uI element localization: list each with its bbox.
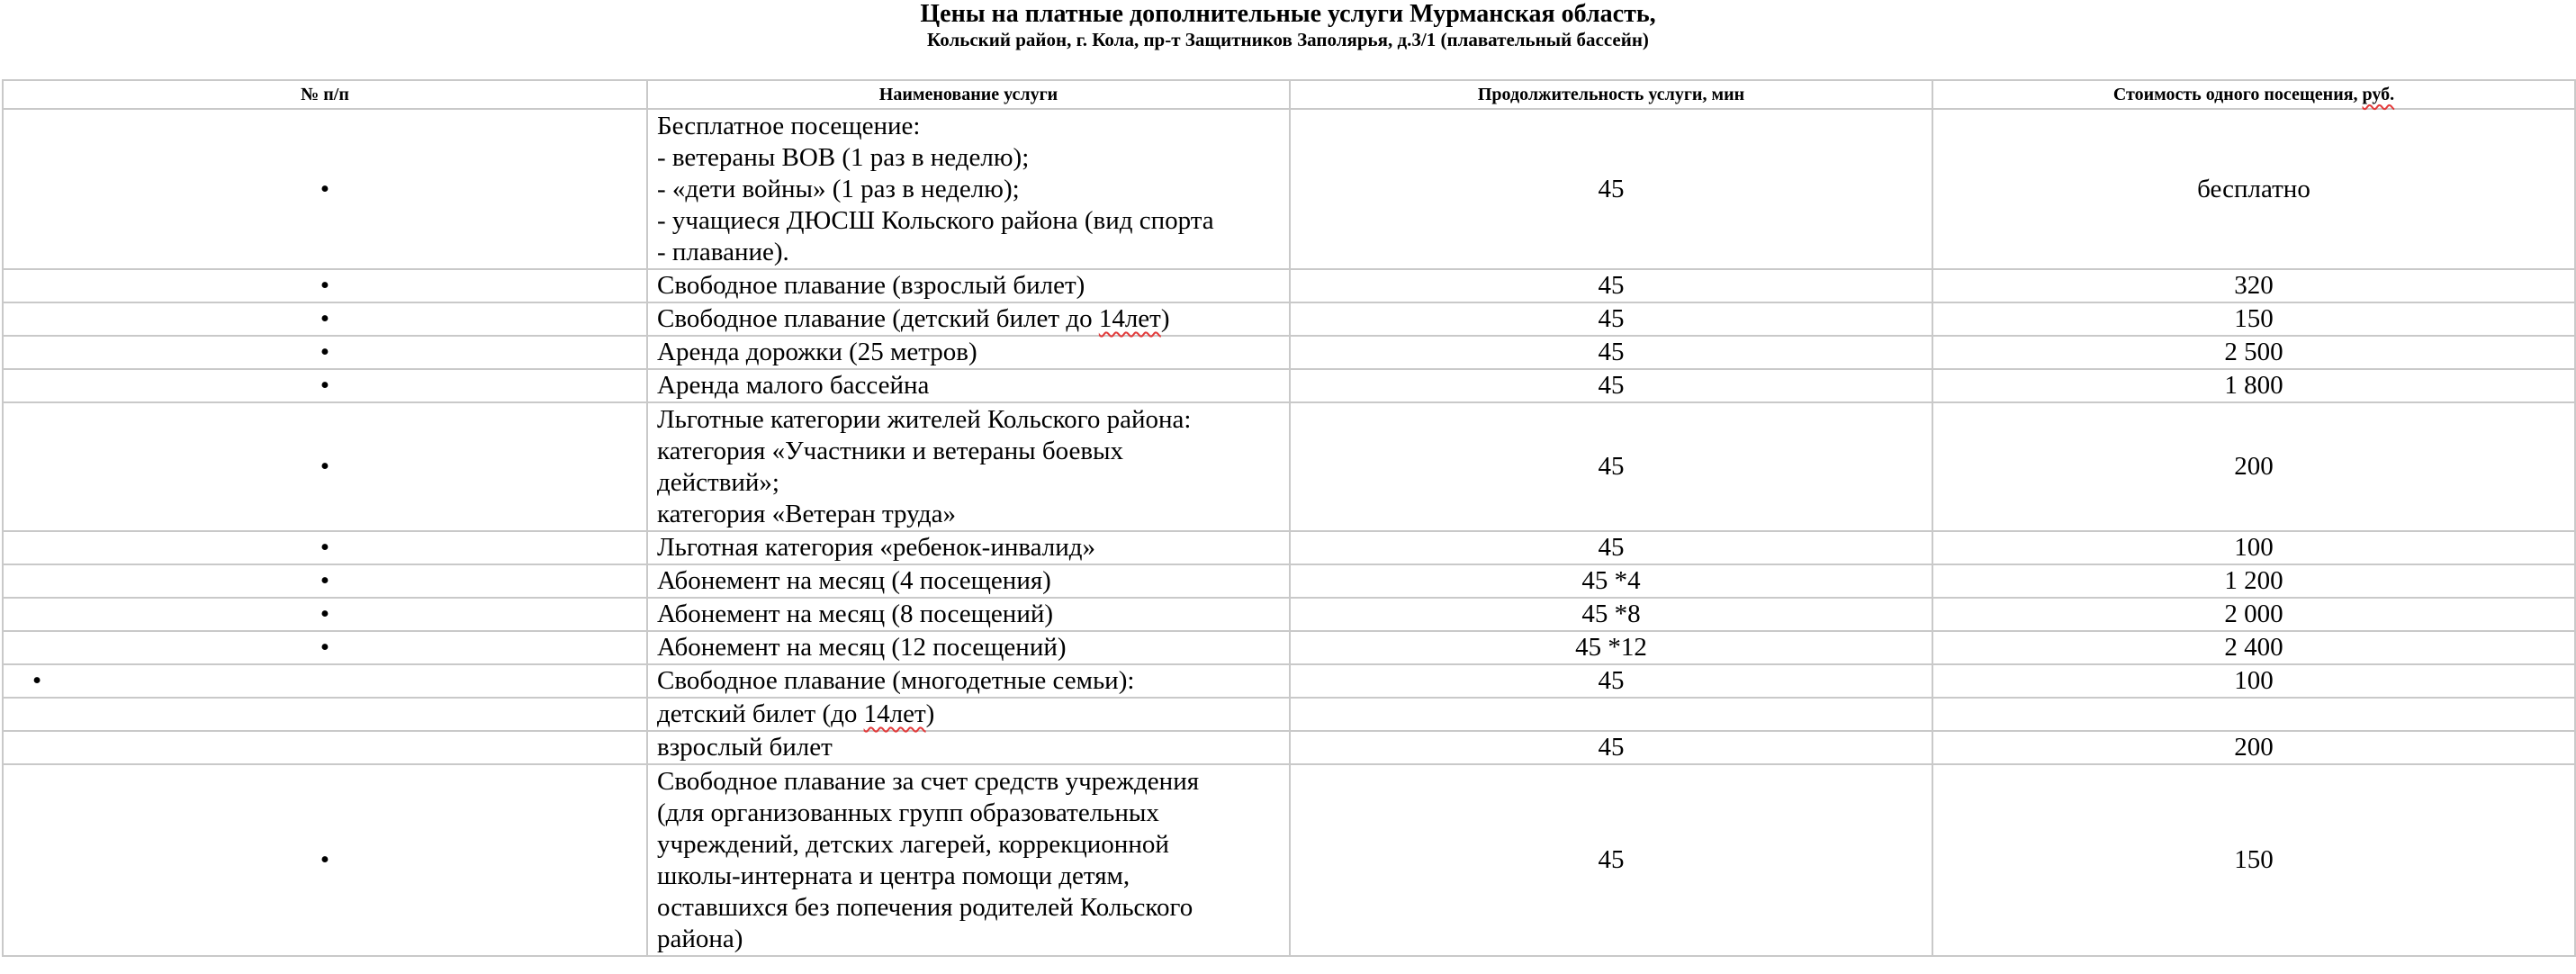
header-name: Наименование услуги bbox=[647, 80, 1290, 109]
row-price: 100 bbox=[1932, 664, 2575, 698]
row-name bbox=[647, 302, 1290, 336]
document-title: Цены на платные дополнительные услуги Мурманская область, bbox=[920, 0, 1656, 28]
row-price: бесплатно bbox=[1932, 109, 2575, 269]
table-row bbox=[3, 336, 2575, 369]
row-name bbox=[647, 764, 1290, 956]
row-name-part: Свободное плавание (детский билет до bbox=[657, 304, 1099, 333]
row-name-line: действий»; bbox=[657, 467, 779, 497]
row-name-part: детский билет (до bbox=[657, 699, 864, 728]
table-row bbox=[3, 664, 2575, 698]
row-duration: 45 bbox=[1290, 109, 1932, 269]
row-name: Свободное плавание (многодетные семьи): bbox=[647, 664, 1290, 698]
table-row bbox=[3, 369, 2575, 402]
row-name bbox=[647, 698, 1290, 731]
table-row bbox=[3, 269, 2575, 302]
row-bullet: • bbox=[3, 369, 647, 402]
table-row bbox=[3, 731, 2575, 764]
row-name-line: - плавание). bbox=[657, 237, 789, 266]
row-name: Свободное плавание (взрослый билет) bbox=[647, 269, 1290, 302]
row-price: 2 000 bbox=[1932, 598, 2575, 631]
row-bullet: • bbox=[3, 269, 647, 302]
row-duration: 45 bbox=[1290, 369, 1932, 402]
table-row bbox=[3, 764, 2575, 956]
row-bullet: • bbox=[3, 564, 647, 598]
row-bullet: • bbox=[3, 109, 647, 269]
row-name-line: - учащиеся ДЮСШ Кольского района (вид спорта bbox=[657, 205, 1214, 235]
row-name-line: категория «Ветеран труда» bbox=[657, 499, 956, 528]
row-name-line: Свободное плавание за счет средств учреждения bbox=[657, 766, 1200, 796]
table-row bbox=[3, 402, 2575, 531]
row-price: 200 bbox=[1932, 402, 2575, 531]
row-name-line: учреждений, детских лагерей, коррекционной bbox=[657, 829, 1169, 859]
header-price bbox=[1932, 80, 2575, 109]
document-subtitle: Кольский район, г. Кола, пр-т Защитников Заполярья, д.3/1 (плавательный бассейн) bbox=[927, 29, 1649, 50]
row-price: 200 bbox=[1932, 731, 2575, 764]
header-duration: Продолжительность услуги, мин bbox=[1290, 80, 1932, 109]
table-row bbox=[3, 531, 2575, 564]
table-row bbox=[3, 598, 2575, 631]
header-price-text: Стоимость одного посещения, bbox=[2112, 84, 2363, 104]
header-num: № п/п bbox=[3, 80, 647, 109]
row-price: 100 bbox=[1932, 531, 2575, 564]
row-bullet-empty bbox=[3, 731, 647, 764]
row-bullet: • bbox=[3, 631, 647, 664]
row-duration: 45 bbox=[1290, 731, 1932, 764]
table-row bbox=[3, 564, 2575, 598]
row-bullet: • bbox=[3, 531, 647, 564]
row-duration: 45 *4 bbox=[1290, 564, 1932, 598]
row-name-part: 14лет bbox=[1098, 304, 1161, 333]
row-name-line: Льготные категории жителей Кольского района: bbox=[657, 404, 1192, 434]
header-price-unit: руб. bbox=[2362, 84, 2395, 104]
row-name-line: Бесплатное посещение: bbox=[657, 111, 921, 140]
row-name: Льготная категория «ребенок-инвалид» bbox=[647, 531, 1290, 564]
row-name: Абонемент на месяц (8 посещений) bbox=[647, 598, 1290, 631]
row-name-line: категория «Участники и ветераны боевых bbox=[657, 436, 1124, 465]
row-price: 1 200 bbox=[1932, 564, 2575, 598]
row-duration: 45 bbox=[1290, 336, 1932, 369]
row-name-line: района) bbox=[657, 924, 743, 953]
table-header-row bbox=[3, 80, 2575, 109]
row-duration: 45 *8 bbox=[1290, 598, 1932, 631]
row-name: Абонемент на месяц (12 посещений) bbox=[647, 631, 1290, 664]
price-table bbox=[2, 79, 2576, 957]
row-duration: 45 bbox=[1290, 764, 1932, 956]
row-name bbox=[647, 402, 1290, 531]
row-price: 1 800 bbox=[1932, 369, 2575, 402]
row-bullet-empty bbox=[3, 698, 647, 731]
row-duration: 45 bbox=[1290, 302, 1932, 336]
row-price: 150 bbox=[1932, 302, 2575, 336]
table-row bbox=[3, 302, 2575, 336]
row-price: 2 400 bbox=[1932, 631, 2575, 664]
row-bullet: • bbox=[3, 664, 647, 698]
row-name-line: - ветераны ВОВ (1 раз в неделю); bbox=[657, 142, 1030, 172]
row-bullet: • bbox=[3, 764, 647, 956]
table-row bbox=[3, 698, 2575, 731]
row-duration: 45 bbox=[1290, 269, 1932, 302]
row-name-part: ) bbox=[925, 699, 935, 728]
row-name-part: 14лет bbox=[863, 699, 926, 728]
row-price: 320 bbox=[1932, 269, 2575, 302]
row-name-line: оставшихся без попечения родителей Кольского bbox=[657, 892, 1193, 922]
row-duration: 45 bbox=[1290, 664, 1932, 698]
row-name: Аренда малого бассейна bbox=[647, 369, 1290, 402]
row-name: Аренда дорожки (25 метров) bbox=[647, 336, 1290, 369]
row-price: 150 bbox=[1932, 764, 2575, 956]
table-row bbox=[3, 631, 2575, 664]
row-name-line: (для организованных групп образовательных bbox=[657, 798, 1159, 827]
row-name-part: ) bbox=[1160, 304, 1170, 333]
row-bullet: • bbox=[3, 336, 647, 369]
row-name: Абонемент на месяц (4 посещения) bbox=[647, 564, 1290, 598]
row-price: 2 500 bbox=[1932, 336, 2575, 369]
row-duration: 45 bbox=[1290, 531, 1932, 564]
row-name bbox=[647, 109, 1290, 269]
row-bullet: • bbox=[3, 402, 647, 531]
row-name: взрослый билет bbox=[647, 731, 1290, 764]
table-row bbox=[3, 109, 2575, 269]
row-name-line: - «дети войны» (1 раз в неделю); bbox=[657, 174, 1020, 203]
row-duration bbox=[1290, 698, 1932, 731]
row-name-line: школы-интерната и центра помощи детям, bbox=[657, 861, 1130, 890]
row-duration: 45 *12 bbox=[1290, 631, 1932, 664]
row-bullet: • bbox=[3, 302, 647, 336]
row-price bbox=[1932, 698, 2575, 731]
row-duration: 45 bbox=[1290, 402, 1932, 531]
row-bullet: • bbox=[3, 598, 647, 631]
